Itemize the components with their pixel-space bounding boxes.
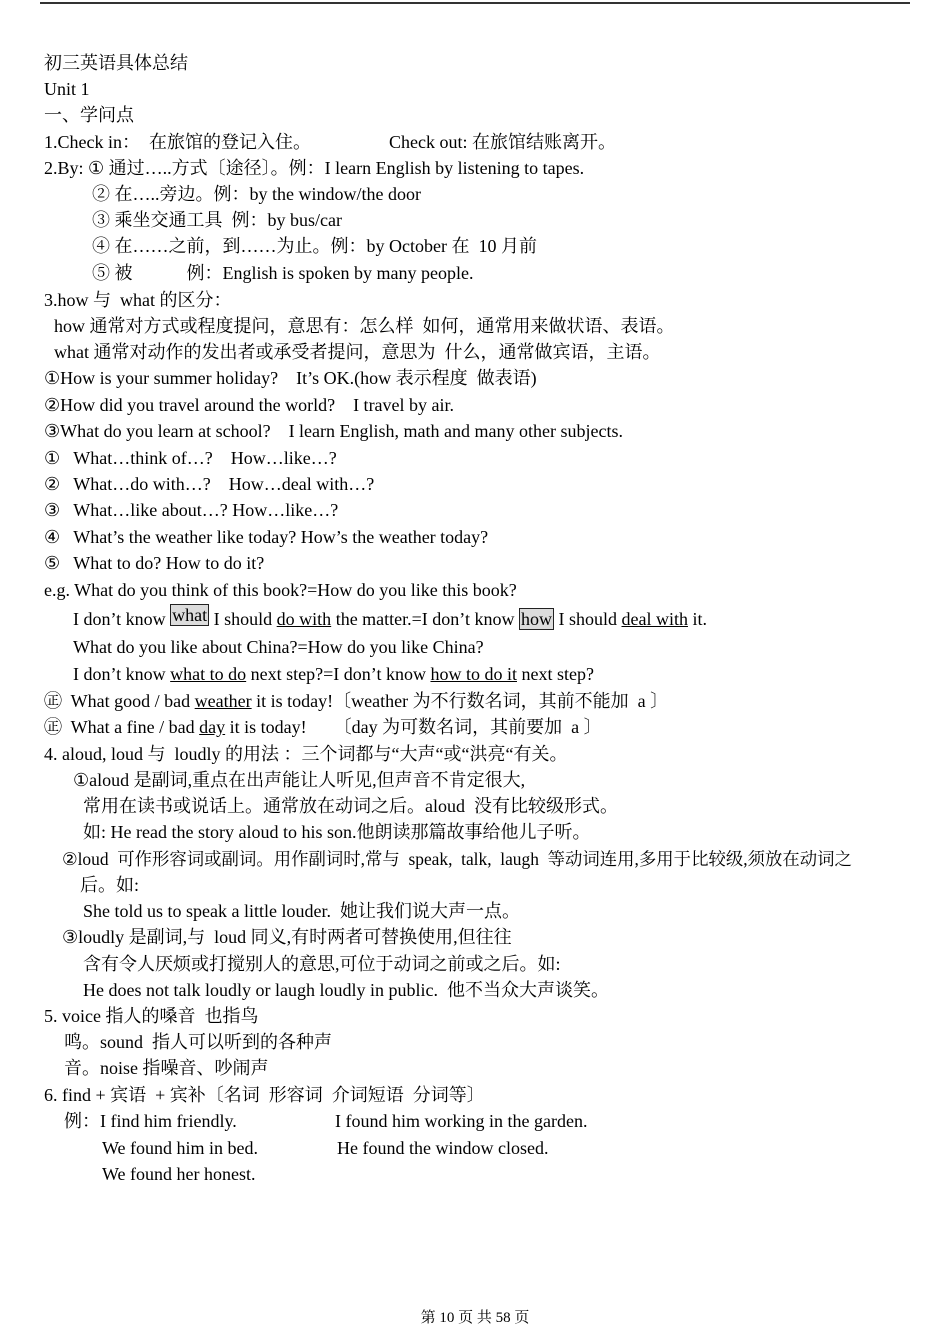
point-6-example: We found him in bed. [102, 1138, 259, 1158]
footer-text: 页 共 [454, 1310, 496, 1326]
underlined-phrase: deal with [621, 609, 688, 629]
example-line: What do you like about China?=How do you like China? [73, 637, 484, 657]
point-2-line: ② 在…..旁边。例：by the window/the door [92, 184, 421, 204]
point-3-line: ③ What…like about…? How…like…? [44, 500, 339, 520]
point-5-line: 鸣。sound 指人可以听到的各种声 [64, 1032, 333, 1052]
point-2-line: ③ 乘坐交通工具 例：by bus/car [92, 210, 342, 230]
total-pages: 58 [495, 1310, 511, 1326]
note-line [44, 690, 668, 712]
point-3-line: 3.how 与 what 的区分： [44, 290, 232, 310]
point-3-line: ⑤ What to do? How to do it? [44, 553, 265, 573]
example-text: it. [687, 609, 707, 629]
example-text: I should [209, 609, 277, 629]
note-line [44, 716, 602, 738]
point-1-checkout: Check out: 在旅馆结账离开。 [389, 132, 616, 152]
point-4-line: 4. aloud, loud 与 loudly 的用法 ：三个词都与“大声“或“洪亮“有关。 [44, 744, 568, 764]
point-5-line: 5. voice 指人的嗓音 也指鸟 [44, 1006, 259, 1026]
point-2-line: ⑤ 被 例：English is spoken by many people. [92, 263, 474, 283]
underlined-word: day [199, 717, 226, 737]
top-rule [40, 2, 910, 4]
example-text: I don’t know [73, 664, 171, 684]
point-2-line: ④ 在……之前，到……为止。例：by October 在 10 月前 [92, 236, 537, 256]
point-3-line: ① What…think of…? How…like…? [44, 448, 337, 468]
point-6-example: We found her honest. [102, 1164, 256, 1184]
point-5-line: 音。noise 指噪音、吵闹声 [64, 1058, 269, 1078]
point-4-line: She told us to speak a little louder. 她让我们说大声一点。 [83, 901, 520, 921]
point-3-line: ②How did you travel around the world? I travel by air. [44, 395, 455, 415]
page-number: 10 [439, 1310, 455, 1326]
point-4-line: He does not talk loudly or laugh loudly in public. 他不当众大声谈笑。 [83, 980, 609, 1000]
example-text: the matter.=I don’t know [331, 609, 519, 629]
page-footer [0, 1306, 950, 1327]
example-text: next step? [516, 664, 594, 684]
point-4-line: ③loudly 是副词,与 loud 同义,有时两者可替换使用,但往往 [62, 927, 512, 947]
doc-title: 初三英语具体总结 [44, 53, 188, 73]
point-4-line: 如: He read the story aloud to his son.他朗读那篇故事给他儿子听。 [83, 822, 591, 842]
point-3-line: what 通常对动作的发出者或承受者提问，意思为 什么，通常做宾语，主语。 [54, 342, 661, 362]
example-line-underlined [73, 663, 594, 685]
point-3-line: e.g. What do you think of this book?=How do you like this book? [44, 580, 517, 600]
unit-label: Unit 1 [44, 79, 90, 99]
point-3-line: ③What do you learn at school? I learn English, math and many other subjects. [44, 421, 623, 441]
example-text: I should [553, 609, 622, 629]
note-text: it is today! 〔day 为可数名词，其前要加 a 〕 [225, 717, 602, 737]
point-6-heading: 6. find + 宾语 + 宾补〔名词 形容词 介词短语 分词等〕 [44, 1085, 485, 1105]
point-4-line: 常用在读书或说话上。通常放在动词之后。aloud 没有比较级形式。 [83, 796, 618, 816]
point-4-line: 含有令人厌烦或打搅别人的意思,可位于动词之前或之后。如: [83, 954, 561, 974]
point-6-example: 例：I find him friendly. [64, 1111, 237, 1131]
point-3-line: ④ What’s the weather like today? How’s the weather today? [44, 527, 489, 547]
example-text: I don’t know [73, 609, 171, 629]
point-6-example: I found him working in the garden. [335, 1111, 588, 1131]
point-3-line: ①How is your summer holiday? It’s OK.(how 表示程度 做表语) [44, 368, 537, 388]
example-text: next step?=I don’t know [246, 664, 431, 684]
point-2-line: 2.By: ① 通过…..方式〔途径〕。例：I learn English by listening to tapes. [44, 158, 585, 178]
underlined-phrase: what to do [170, 664, 247, 684]
point-4-line: 后。如: [80, 875, 140, 895]
point-3-line: how 通常对方式或程度提问，意思有：怎么样 如何，通常用来做状语、表语。 [54, 316, 675, 336]
note-text: ㊣ What a fine / bad [44, 717, 200, 737]
point-1-checkin: 1.Check in： 在旅馆的登记入住。 [44, 132, 311, 152]
point-4-line: ①aloud 是副词,重点在出声能让人听见,但声音不肯定很大, [73, 770, 526, 790]
underlined-word: weather [194, 691, 252, 711]
note-text: ㊣ What good / bad [44, 691, 195, 711]
footer-text: 页 [510, 1310, 530, 1326]
boxed-word-how: how [520, 609, 552, 629]
example-line-boxed [73, 605, 707, 630]
point-6-example: He found the window closed. [337, 1138, 549, 1158]
underlined-phrase: how to do it [430, 664, 517, 684]
point-4-line: ②loud 可作形容词或副词。用作副词时,常与 speak, talk, laugh 等动词连用,多用于比较级,须放在动词之 [62, 849, 852, 869]
note-text: it is today!〔weather 为不行数名词，其前不能加 a 〕 [251, 691, 669, 711]
footer-text: 第 [420, 1310, 440, 1326]
point-3-line: ② What…do with…? How…deal with…? [44, 474, 375, 494]
underlined-phrase: do with [276, 609, 332, 629]
boxed-word-what: what [172, 605, 208, 625]
section-heading: 一、学问点 [44, 105, 134, 125]
